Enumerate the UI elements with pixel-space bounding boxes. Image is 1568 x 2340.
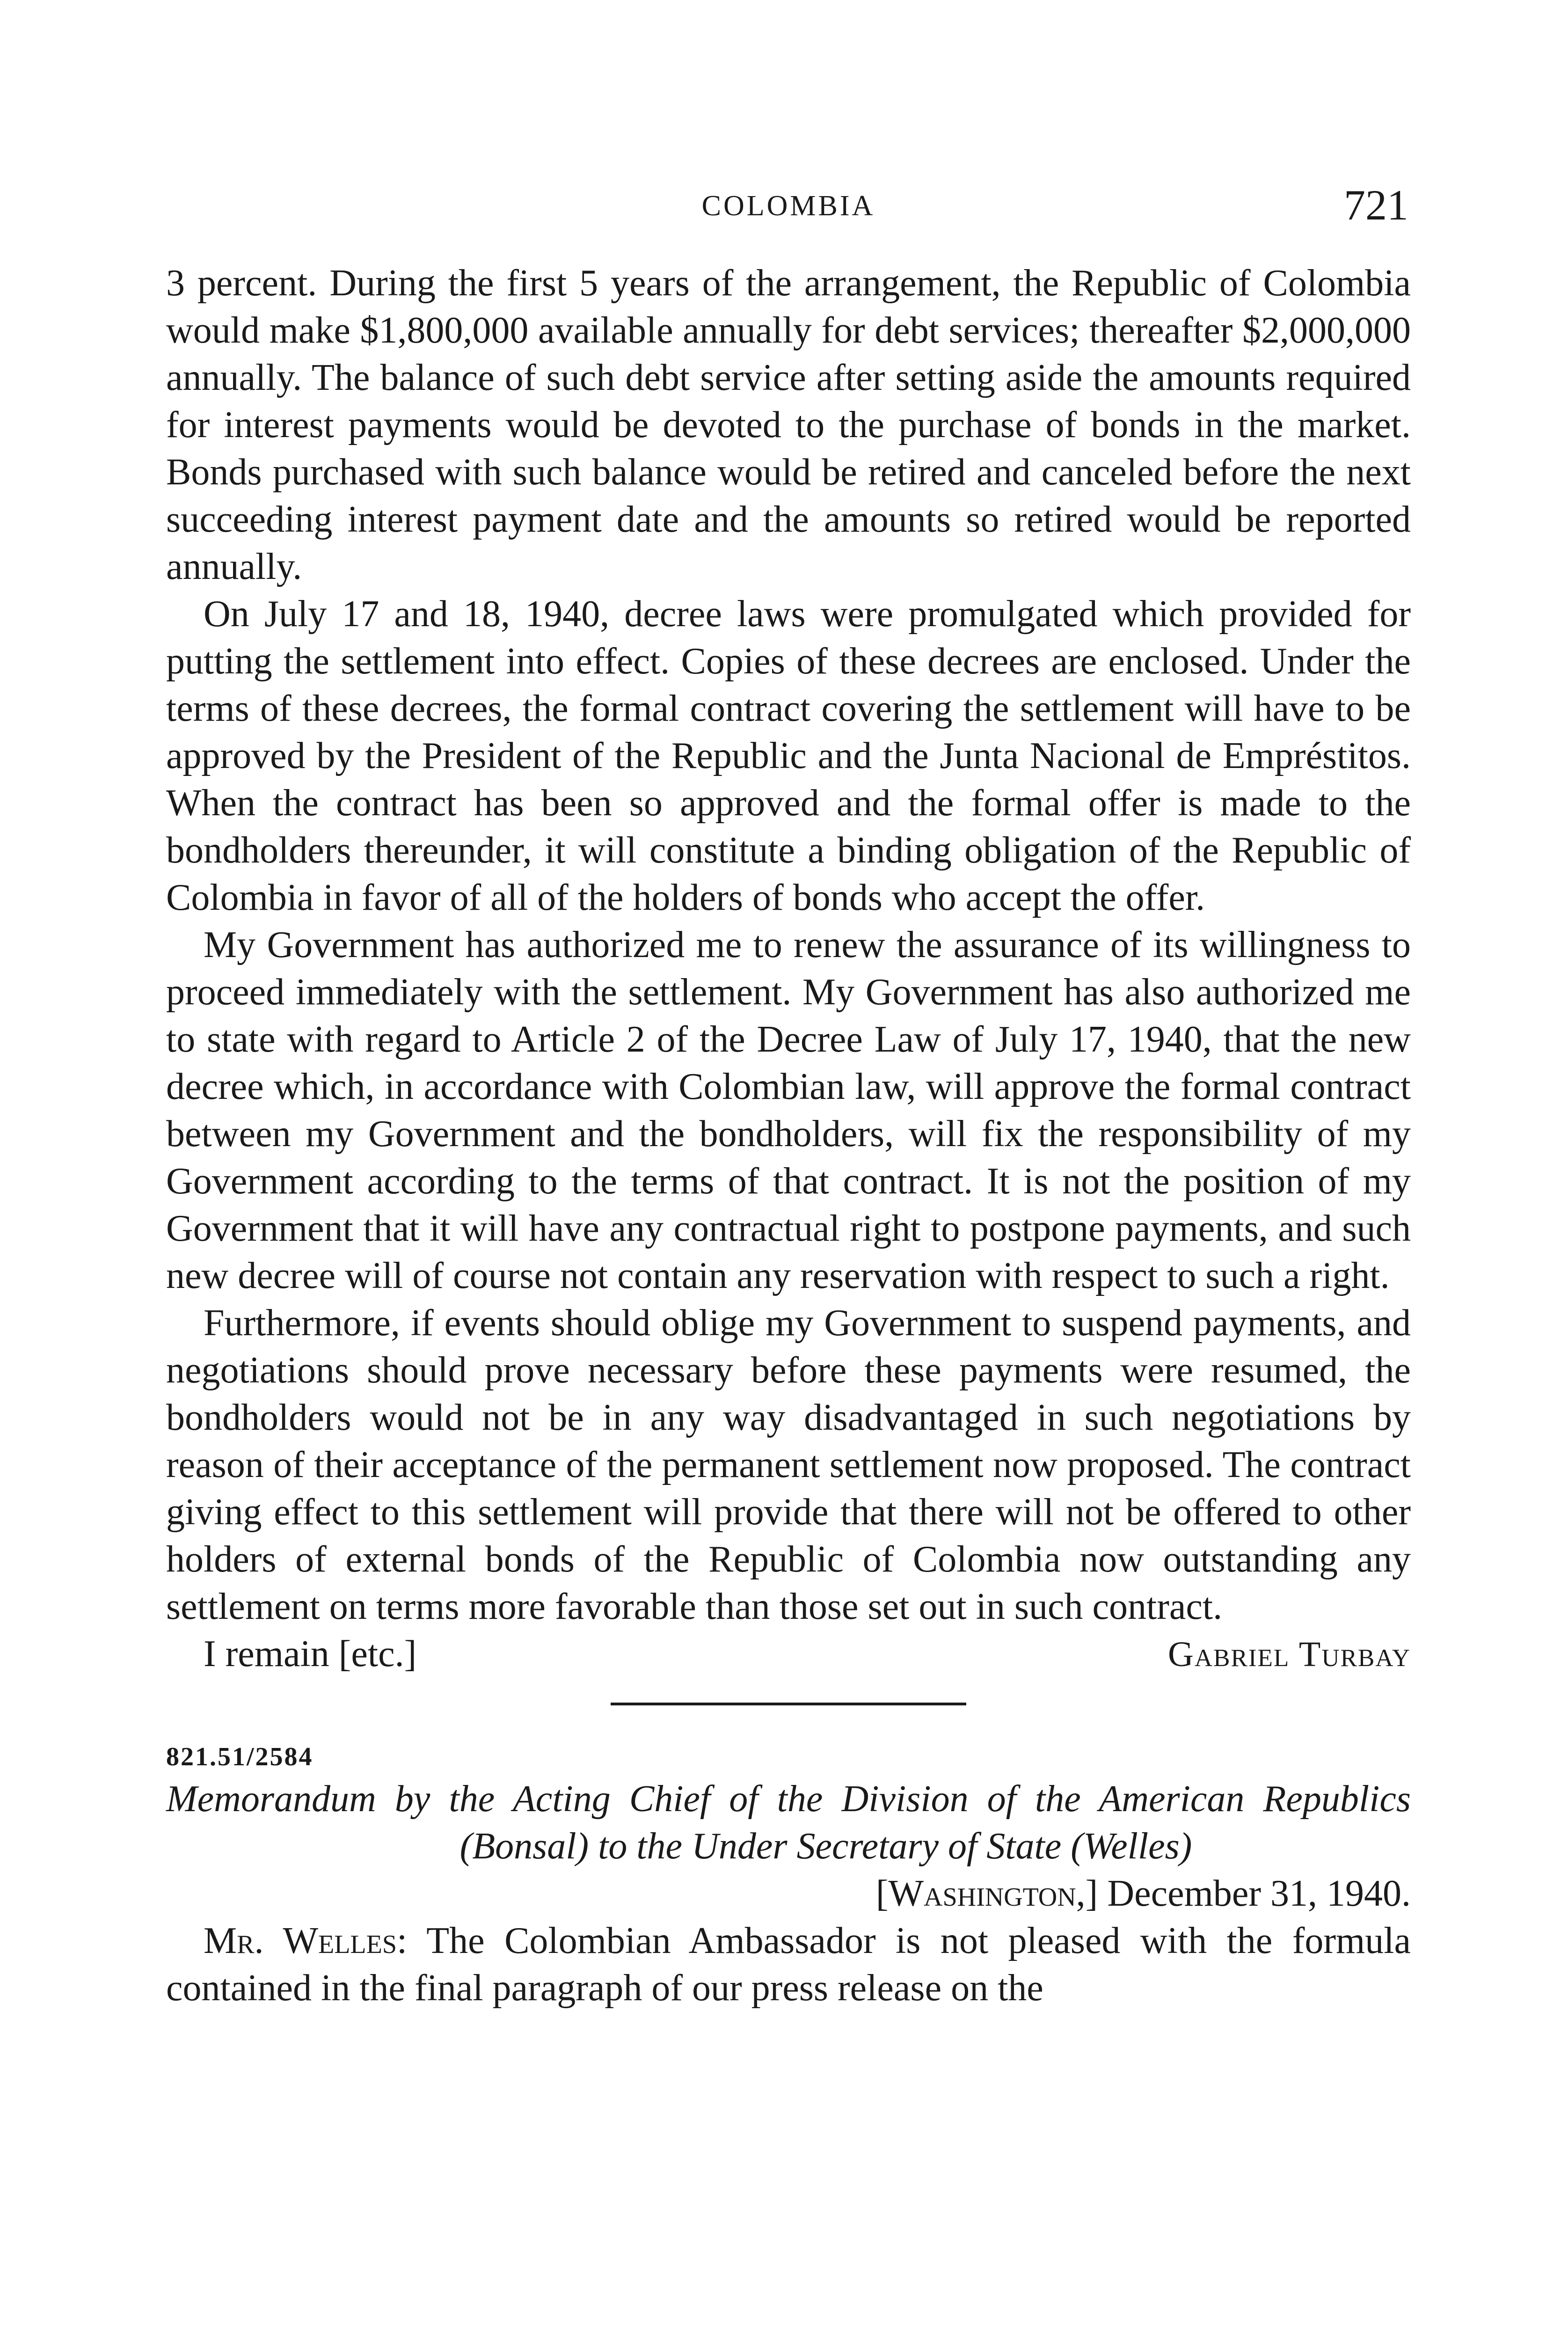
memo-title: Memorandum by the Acting Chief of the Division of the American Republics (Bonsal) to the Under Secretary of State (Welles) <box>166 1778 1411 1867</box>
file-number: 821.51/2584 <box>166 1742 314 1771</box>
memo-date: December 31, 1940. <box>1107 1873 1411 1914</box>
running-head <box>168 180 1408 236</box>
paragraph-4: Furthermore, if events should oblige my Government to suspend payments, and negotiations should prove necessary before these payments were resumed, the bondholders would not be in any way disadvantaged in such negotiations by reason of their acceptance of the permanent settlement now proposed. The contract giving effect to this settlement will provide that there will not be offered to other holders of external bonds of the Republic of Colombia now outstanding any settlement on terms more favorable than those set out in such contract. <box>166 1302 1411 1627</box>
memo-date-place: [Washington,] <box>875 1873 1098 1914</box>
running-title: COLOMBIA <box>701 190 875 222</box>
memo-body <box>166 1917 1411 2012</box>
memo-salutation: Mr. Welles: <box>204 1920 408 1961</box>
paragraph-2: On July 17 and 18, 1940, decree laws were promulgated which provided for putting the settlement into effect. Copies of these decrees are enclosed. Under the terms of these decrees, the formal contract covering the settlement will have to be approved by the President of the Republic and the Junta Nacional de Empréstitos. When the contract has been so approved and the formal offer is made to the bondholders thereunder, it will constitute a binding obligation of the Republic of Colombia in favor of all of the holders of bonds who accept the offer. <box>166 593 1411 918</box>
paragraph-1: 3 percent. During the first 5 years of the arrangement, the Republic of Colombia would make $1,800,000 available annually for debt services; thereafter $2,000,000 annually. The balance of such debt service after setting aside the amounts required for interest payments would be devoted to the purchase of bonds in the market. Bonds purchased with such balance would be retired and canceled before the next succeeding interest payment date and the amounts so retired would be reported annually. <box>166 263 1411 587</box>
page-number: 721 <box>1344 181 1408 229</box>
signature: Gabriel Turbay <box>1168 1635 1411 1674</box>
memo-dateline <box>166 1870 1411 1917</box>
closing-remain: I remain [etc.] <box>204 1633 417 1675</box>
closing-line <box>166 1631 1411 1678</box>
paragraph-3: My Government has authorized me to renew the assurance of its willingness to proceed immediately with the settlement. My Government has also authorized me to state with regard to Article 2 of the Decree Law of July 17, 1940, that the new decree which, in accordance with Colombian law, will approve the formal contract between my Government and the bondholders, will fix the responsibility of my Government according to the terms of that contract. It is not the position of my Government that it will have any contractual right to postpone payments, and such new decree will of course not contain any reservation with respect to such a right. <box>166 924 1411 1296</box>
section-divider <box>611 1703 966 1705</box>
memo-body-text: The Colombian Ambassador is not pleased with the formula contained in the final paragraph of our press release on the <box>166 1920 1411 2009</box>
body-text <box>166 260 1411 2012</box>
